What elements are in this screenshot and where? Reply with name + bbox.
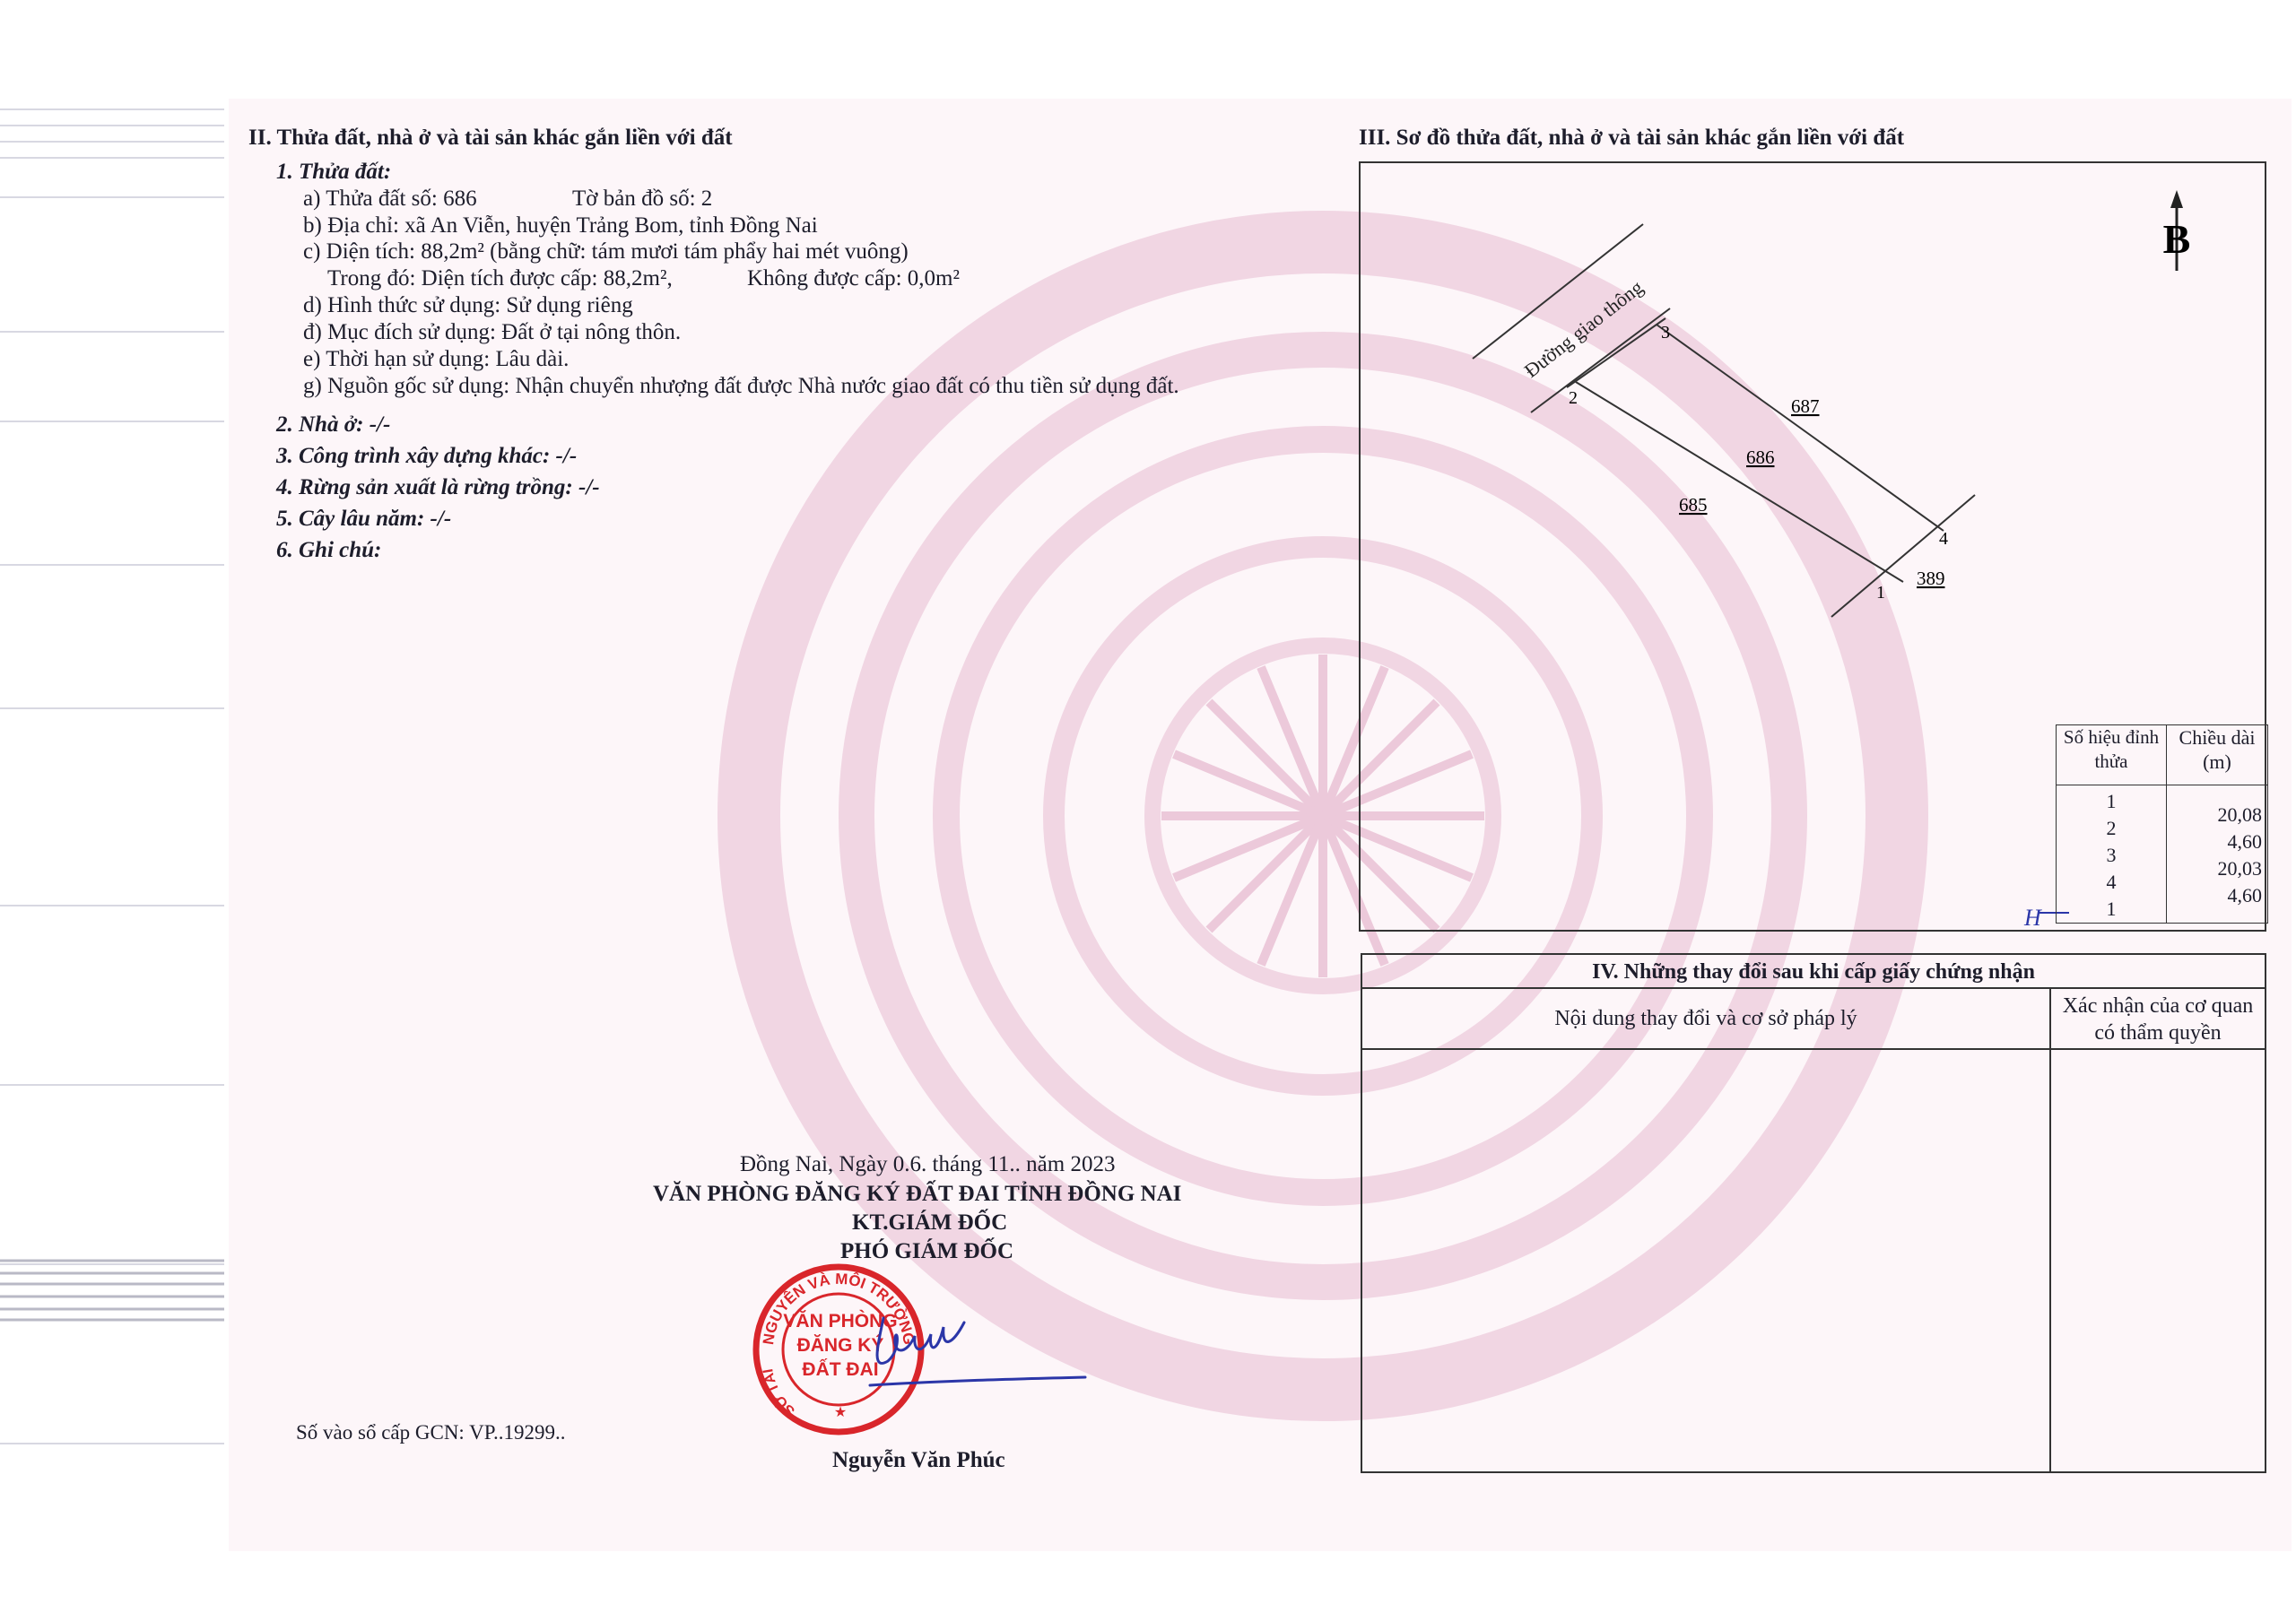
length-col-header: Chiều dài (m) bbox=[2167, 725, 2268, 785]
house-item: 2. Nhà ở: -/- bbox=[276, 412, 391, 437]
registry-number: Số vào sổ cấp GCN: VP..19299.. bbox=[296, 1421, 566, 1444]
parcel-address: b) Địa chỉ: xã An Viễn, huyện Trảng Bom, tỉnh Đồng Nai bbox=[303, 213, 818, 238]
segment-length-table bbox=[2056, 724, 2268, 924]
other-works-item: 3. Công trình xây dựng khác: -/- bbox=[276, 444, 578, 468]
section2-title: II. Thửa đất, nhà ở và tài sản khác gắn liền với đất bbox=[248, 126, 733, 150]
vertex-col-header: Số hiệu đỉnh thửa bbox=[2057, 725, 2167, 785]
scan-edge-lines bbox=[0, 99, 229, 1533]
section4-title: IV. Những thay đổi sau khi cấp giấy chứng nhận bbox=[1362, 955, 2265, 989]
section3-title: III. Sơ đồ thửa đất, nhà ở và tài sản khác gắn liền với đất bbox=[1359, 126, 1905, 150]
use-term: e) Thời hạn sử dụng: Lâu dài. bbox=[303, 347, 570, 371]
margin-mark: H bbox=[2024, 905, 2041, 930]
map-sheet-number: Tờ bản đồ số: 2 bbox=[572, 186, 713, 211]
table-length-2: 4,60 bbox=[2227, 830, 2262, 853]
table-vertex-2: 2 bbox=[2106, 817, 2117, 839]
stamp-left-arc-text: SỞ TÀI bbox=[761, 1367, 798, 1419]
table-length-3: 20,03 bbox=[2217, 857, 2262, 880]
vertex-list bbox=[2057, 785, 2167, 924]
area-granted: Trong đó: Diện tích được cấp: 88,2m², bbox=[327, 266, 673, 291]
use-purpose: đ) Mục đích sử dụng: Đất ở tại nông thôn. bbox=[303, 320, 682, 344]
vertex-3: 3 bbox=[1661, 323, 1670, 343]
land-origin: g) Nguồn gốc sử dụng: Nhận chuyển nhượng đất được Nhà nước giao đất có thu tiền sử dụng đất. bbox=[303, 374, 1179, 398]
issue-date: Đồng Nai, Ngày 0.6. tháng 11.. năm 2023 bbox=[740, 1152, 1116, 1176]
parcel-686: 686 bbox=[1746, 447, 1775, 468]
table-length-1: 20,08 bbox=[2217, 803, 2262, 826]
changes-table bbox=[1361, 953, 2266, 1473]
length-list bbox=[2167, 785, 2268, 924]
perennial-item: 5. Cây lâu năm: -/- bbox=[276, 507, 452, 531]
north-letter: B bbox=[2162, 216, 2191, 262]
stamp-line-2: ĐĂNG KÝ bbox=[796, 1335, 884, 1356]
changes-content-header: Nội dung thay đổi và cơ sở pháp lý bbox=[1362, 989, 2049, 1050]
office-stamp bbox=[744, 1255, 1103, 1444]
table-vertex-5: 1 bbox=[2106, 898, 2117, 920]
table-length-4: 4,60 bbox=[2227, 884, 2262, 906]
neighbor-389: 389 bbox=[1917, 568, 1945, 589]
area-not-granted: Không được cấp: 0,0m² bbox=[747, 266, 960, 291]
road-label: Đường giao thông bbox=[1519, 275, 1648, 382]
notes-item: 6. Ghi chú: bbox=[276, 538, 382, 562]
table-vertex-3: 3 bbox=[2106, 844, 2117, 866]
forest-item: 4. Rừng sản xuất là rừng trồng: -/- bbox=[276, 475, 600, 499]
changes-confirm-header: Xác nhận của cơ quan có thẩm quyền bbox=[2051, 989, 2265, 1050]
vertex-1: 1 bbox=[1876, 583, 1885, 603]
svg-text:★: ★ bbox=[833, 1405, 848, 1420]
parcel-number: a) Thửa đất số: 686 bbox=[303, 186, 477, 211]
parcel-heading: 1. Thửa đất: bbox=[276, 160, 392, 184]
signer-name: Nguyễn Văn Phúc bbox=[832, 1448, 1005, 1472]
kt-director: KT.GIÁM ĐỐC bbox=[852, 1210, 1008, 1235]
stamp-line-1: VĂN PHÒNG bbox=[783, 1311, 898, 1331]
stamp-line-3: ĐẤT ĐAI bbox=[802, 1359, 879, 1380]
north-arrow-icon bbox=[2163, 190, 2191, 271]
use-form: d) Hình thức sử dụng: Sử dụng riêng bbox=[303, 293, 633, 317]
parcel-area: c) Diện tích: 88,2m² (bằng chữ: tám mươi tám phẩy hai mét vuông) bbox=[303, 239, 909, 264]
neighbor-685: 685 bbox=[1679, 494, 1708, 516]
deputy-director: PHÓ GIÁM ĐỐC bbox=[840, 1239, 1014, 1263]
stamp-top-arc-text: NGUYÊN VÀ MÔI TRƯỜNG bbox=[760, 1270, 918, 1346]
table-vertex-1: 1 bbox=[2106, 790, 2117, 812]
issuing-office: VĂN PHÒNG ĐĂNG KÝ ĐẤT ĐAI TỈNH ĐỒNG NAI bbox=[653, 1182, 1182, 1206]
table-vertex-4: 4 bbox=[2106, 871, 2117, 893]
vertex-2: 2 bbox=[1569, 388, 1578, 408]
changes-column-divider bbox=[2049, 989, 2051, 1471]
neighbor-687: 687 bbox=[1791, 395, 1820, 417]
vertex-4: 4 bbox=[1939, 529, 1948, 549]
